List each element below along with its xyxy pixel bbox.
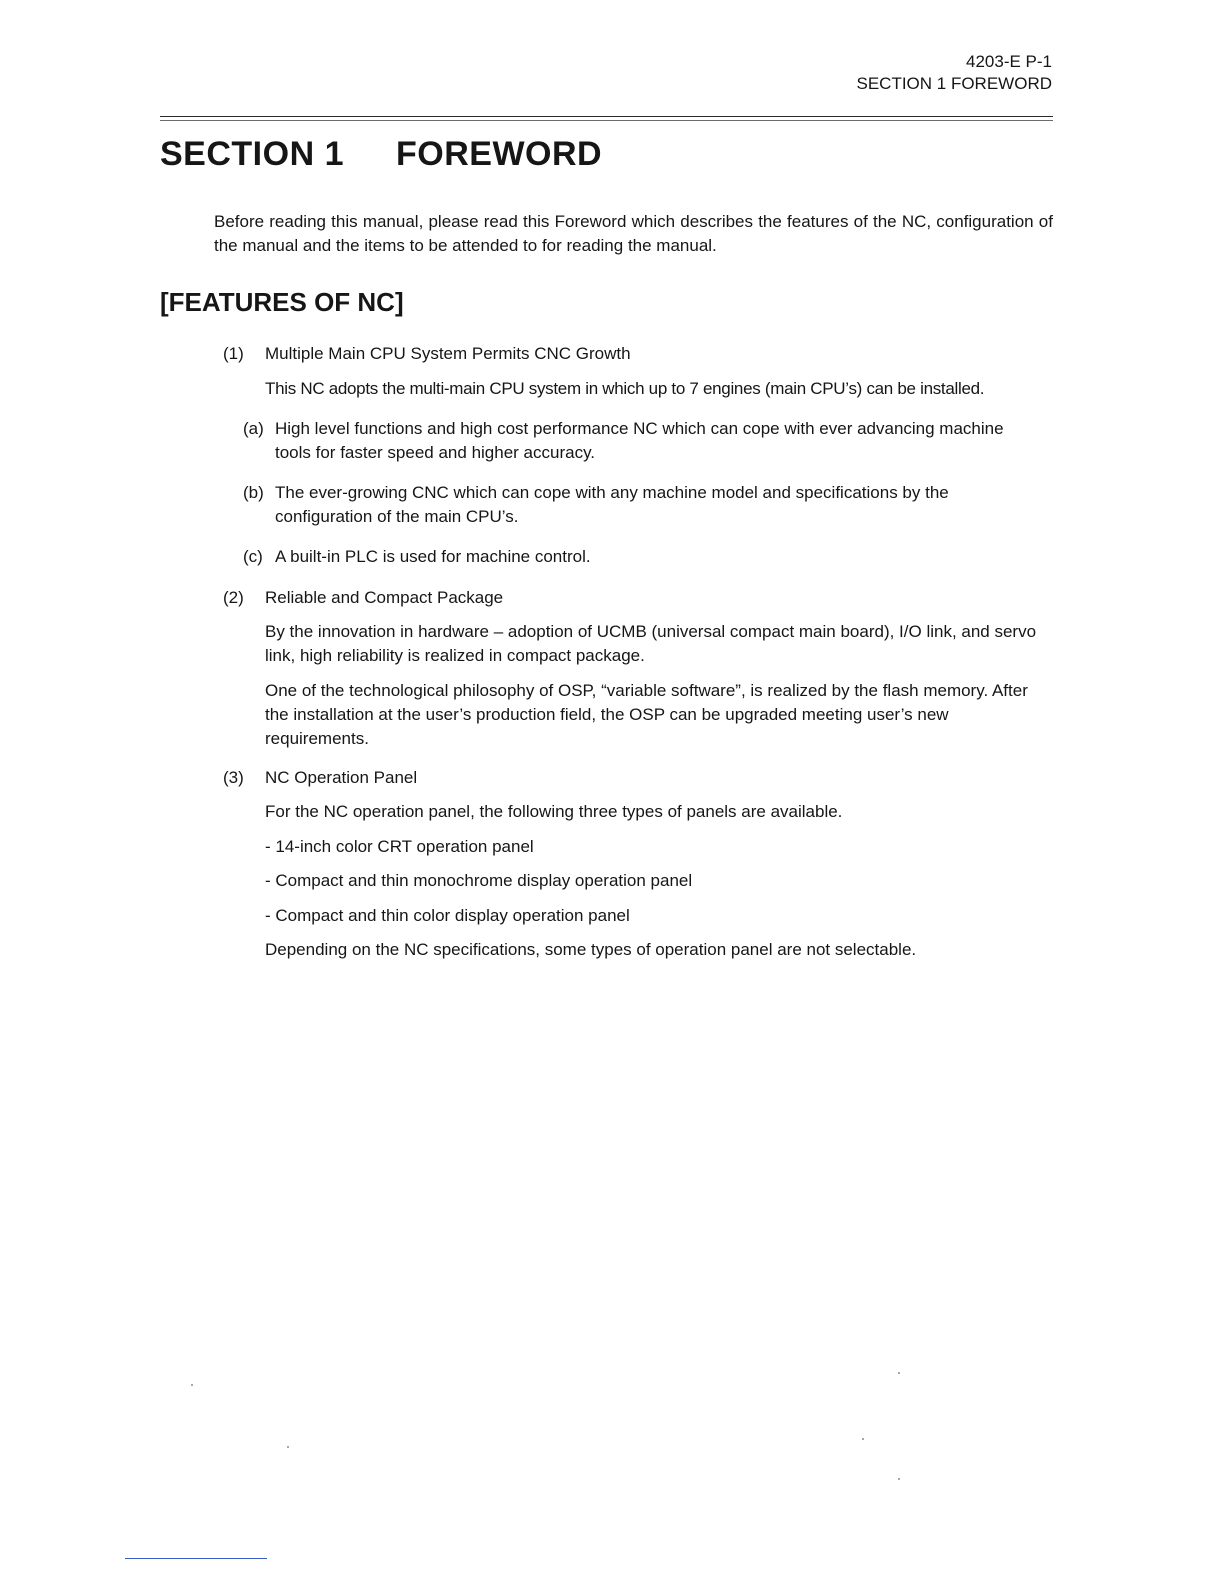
item-2-body-2: One of the technological philosophy of OSP, “variable software”, is realized by the flash memory. After the installation at the user’s production field, the OSP can be upgraded meeting user’s new requirements. (265, 681, 1028, 748)
intro-paragraph: Before reading this manual, please read this Foreword which describes the features of the NC, configuration of the manual and the items to be attended to for reading the manual. (214, 212, 1053, 255)
section-number: SECTION 1 (160, 135, 344, 173)
item-2-title: Reliable and Compact Package (265, 588, 504, 607)
item-2-number: (2) (223, 588, 244, 607)
item-1c-text: A built-in PLC is used for machine control. (275, 547, 591, 566)
scan-speck (898, 1478, 900, 1480)
item-1-number: (1) (223, 344, 244, 363)
item-1-title: Multiple Main CPU System Permits CNC Growth (265, 344, 631, 363)
item-1c-label: (c) (243, 547, 263, 566)
item-2-body-1: By the innovation in hardware – adoption of UCMB (universal compact main board), I/O link, and servo link, high reliability is realized in compact package. (265, 622, 1037, 665)
item-3-bullet-1: - 14-inch color CRT operation panel (265, 837, 534, 856)
header-rule-secondary (160, 120, 1053, 121)
item-1a-label: (a) (243, 419, 264, 438)
scan-speck (287, 1446, 289, 1448)
section-title: FOREWORD (396, 135, 603, 173)
item-3-title: NC Operation Panel (265, 768, 418, 787)
item-1b-text: The ever-growing CNC which can cope with any machine model and specifications by the configuration of the main CPU’s. (275, 483, 949, 526)
header-section-ref: SECTION 1 FOREWORD (856, 74, 1052, 93)
scan-speck (191, 1384, 193, 1386)
scan-speck (862, 1438, 864, 1440)
item-1b-label: (b) (243, 483, 264, 502)
item-3-bullet-2: - Compact and thin monochrome display operation panel (265, 871, 693, 890)
features-heading: [FEATURES OF NC] (160, 287, 404, 317)
footer-line (125, 1558, 267, 1559)
item-3-body: For the NC operation panel, the following three types of panels are available. (265, 802, 843, 821)
item-1-body: This NC adopts the multi-main CPU system in which up to 7 engines (main CPU’s) can be installed. (265, 379, 985, 398)
scan-speck (898, 1372, 900, 1374)
header-doc-page: 4203-E P-1 (966, 52, 1052, 71)
header-rule (160, 116, 1053, 117)
item-3-bullet-3: - Compact and thin color display operation panel (265, 906, 630, 925)
item-1a-text: High level functions and high cost performance NC which can cope with ever advancing machine tools for faster speed and higher accuracy. (275, 419, 1004, 462)
item-3-note: Depending on the NC specifications, some types of operation panel are not selectable. (265, 940, 917, 959)
item-3-number: (3) (223, 768, 244, 787)
